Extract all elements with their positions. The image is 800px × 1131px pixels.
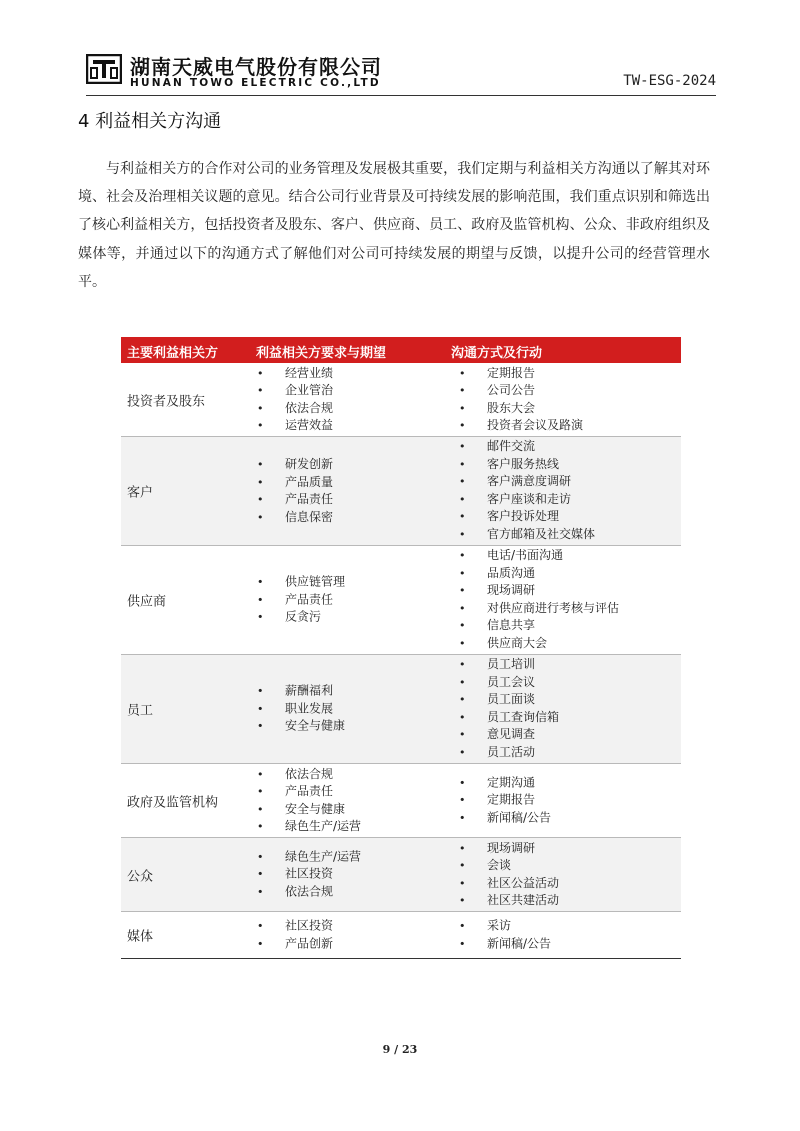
table-row — [121, 764, 681, 838]
expectation-item: • 经营业绩 — [285, 364, 333, 382]
action-item: • 现场调研 — [487, 839, 559, 857]
table-row — [121, 838, 681, 912]
action-item: • 投资者会议及路演 — [487, 417, 583, 435]
expectation-item: • 社区投资 — [285, 917, 333, 935]
expectation-item: • 产品创新 — [285, 935, 333, 953]
action-item: • 员工培训 — [487, 656, 559, 674]
stakeholder-name: 员工 — [127, 703, 154, 719]
page-header — [86, 48, 716, 94]
expectation-item: • 产品责任 — [285, 783, 361, 801]
page-number: 9 / 23 — [382, 1043, 418, 1056]
action-item: • 员工活动 — [487, 744, 559, 762]
stakeholder-name: 投资者及股东 — [127, 394, 206, 409]
action-item: • 官方邮箱及社交媒体 — [487, 526, 595, 544]
action-item: • 客户座谈和走访 — [487, 491, 595, 509]
header-stakeholder: 主要利益相关方 — [127, 346, 219, 361]
expectation-item: • 信息保密 — [285, 509, 333, 527]
expectation-item: • 企业管治 — [285, 382, 333, 400]
header-actions: 沟通方式及行动 — [451, 346, 543, 361]
expectation-list — [285, 364, 333, 434]
expectation-item: • 反贪污 — [285, 609, 345, 627]
stakeholder-name: 供应商 — [127, 594, 167, 610]
action-item: • 供应商大会 — [487, 635, 619, 653]
action-item: • 定期报告 — [487, 792, 551, 810]
intro-paragraph: 与利益相关方的合作对公司的业务管理及发展极其重要，我们定期与利益相关方沟通以了解其对环境、社会及治理相关议题的意见。结合公司行业背景及可持续发展的影响范围，我们重点识别和筛选出了核心利益相关方，包括投资者及股东、客户、供应商、员工、政府及监管机构、公众、非政府组织及媒体等，并通过以下的沟通方式了解他们对公司可持续发展的期望与反馈，以提升公司的经营管理水平。 — [78, 161, 710, 290]
action-item: • 品质沟通 — [487, 565, 619, 583]
action-item: • 员工会议 — [487, 674, 559, 692]
expectation-list — [285, 456, 333, 526]
table-header — [121, 337, 681, 363]
stakeholder-name: 政府及监管机构 — [127, 795, 219, 810]
action-list — [487, 438, 595, 544]
expectation-list — [285, 848, 361, 901]
action-list — [487, 656, 559, 762]
action-list — [487, 917, 551, 952]
action-item: • 股东大会 — [487, 400, 583, 418]
table-body — [121, 363, 681, 959]
action-item: • 员工面谈 — [487, 691, 559, 709]
action-item: • 新闻稿/公告 — [487, 935, 551, 953]
towo-logo-icon — [86, 54, 122, 84]
action-item: • 现场调研 — [487, 582, 619, 600]
document-code: TW-ESG-2024 — [623, 73, 716, 89]
action-list — [487, 364, 583, 434]
stakeholder-name: 公众 — [127, 869, 154, 884]
stakeholder-table — [121, 337, 681, 959]
expectation-item: • 运营效益 — [285, 417, 333, 435]
action-item: • 客户满意度调研 — [487, 473, 595, 491]
header-divider — [86, 95, 716, 96]
company-name-cn: 湖南天威电气股份有限公司 — [130, 55, 382, 79]
expectation-item: • 薪酬福利 — [285, 683, 345, 701]
action-item: • 员工查询信箱 — [487, 709, 559, 727]
table-row — [121, 912, 681, 959]
action-item: • 电话/书面沟通 — [487, 547, 619, 565]
action-list — [487, 547, 619, 653]
expectation-list — [285, 917, 333, 952]
action-item: • 定期报告 — [487, 364, 583, 382]
action-list — [487, 774, 551, 827]
expectation-item: • 产品质量 — [285, 473, 333, 491]
action-item: • 采访 — [487, 917, 551, 935]
expectation-item: • 绿色生产/运营 — [285, 848, 361, 866]
stakeholder-name: 媒体 — [127, 929, 154, 945]
expectation-item: • 供应链管理 — [285, 574, 345, 592]
action-item: • 新闻稿/公告 — [487, 809, 551, 827]
action-item: • 客户投诉处理 — [487, 509, 595, 527]
action-item: • 会谈 — [487, 857, 559, 875]
company-name-en: HUNAN TOWO ELECTRIC CO.,LTD — [130, 77, 381, 89]
table-row — [121, 363, 681, 437]
expectation-item: • 产品责任 — [285, 591, 345, 609]
expectation-list — [285, 683, 345, 736]
action-item: • 社区共建活动 — [487, 892, 559, 910]
expectation-list — [285, 765, 361, 835]
action-item: • 社区公益活动 — [487, 875, 559, 893]
action-list — [487, 839, 559, 909]
stakeholder-name: 客户 — [127, 485, 154, 501]
section-title: 4 利益相关方沟通 — [78, 111, 222, 132]
expectation-item: • 依法合规 — [285, 400, 333, 418]
action-item: • 定期沟通 — [487, 774, 551, 792]
table-row — [121, 655, 681, 764]
action-item: • 对供应商进行考核与评估 — [487, 600, 619, 618]
expectation-item: • 研发创新 — [285, 456, 333, 474]
table-row — [121, 437, 681, 546]
expectation-item: • 依法合规 — [285, 765, 361, 783]
expectation-list — [285, 574, 345, 627]
action-item: • 信息共享 — [487, 618, 619, 636]
expectation-item: • 绿色生产/运营 — [285, 818, 361, 836]
action-item: • 邮件交流 — [487, 438, 595, 456]
expectation-item: • 安全与健康 — [285, 718, 345, 736]
table-row — [121, 546, 681, 655]
action-item: • 意见调查 — [487, 727, 559, 745]
action-item: • 公司公告 — [487, 382, 583, 400]
expectation-item: • 社区投资 — [285, 866, 361, 884]
expectation-item: • 产品责任 — [285, 491, 333, 509]
action-item: • 客户服务热线 — [487, 456, 595, 474]
expectation-item: • 安全与健康 — [285, 801, 361, 819]
header-expectations: 利益相关方要求与期望 — [256, 346, 387, 361]
expectation-item: • 职业发展 — [285, 700, 345, 718]
expectation-item: • 依法合规 — [285, 883, 361, 901]
